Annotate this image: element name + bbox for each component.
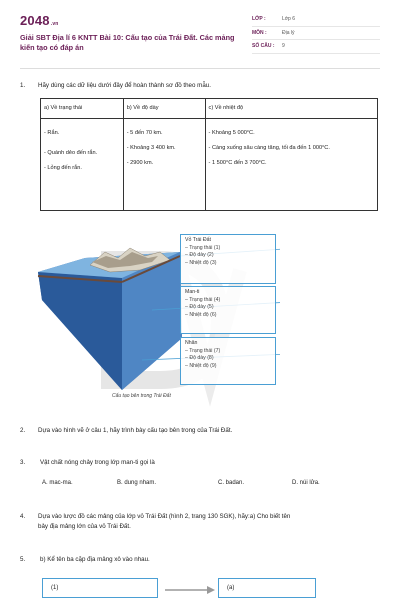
question-number: 5. [20,556,26,563]
logo-suffix: .vn [50,21,59,27]
callout-line: – Trạng thái (4) [185,296,221,303]
option-c[interactable]: C. badan. [218,480,245,486]
cell-line: - 1 500°C đến 3 700°C. [208,160,267,166]
question-number: 4. [20,513,26,520]
cell-line: - Khoảng 5 000°C. [208,130,255,136]
callout-line: – Nhiệt độ (3) [185,259,217,266]
question-text-line2: bảy địa mảng lớn của vỏ Trái Đất. [38,523,131,530]
logo-main: 2048 [20,13,50,28]
callout-title: Man-ti [185,289,200,295]
meta-row-subject [252,27,380,41]
flow-box-label: (1) [51,585,59,591]
table-cell-thickness [123,119,205,211]
cell-line: - Quánh dẻo đến rắn. [44,150,98,156]
callout-core [180,337,276,385]
meta-key: MÔN : [252,29,267,36]
callout-line: – Nhiệt độ (9) [185,362,217,369]
callout-title: Vỏ Trái Đất [185,237,211,243]
page-header [0,0,400,70]
question-text-line1: Dựa vào lược đồ các mảng của lớp vỏ Trái Đất (hình 2, trang 130 SGK), hãy:a) Cho biết tên [38,513,291,520]
answer-table [40,98,378,211]
meta-row-count [252,40,380,54]
question-text: Vật chất nóng chảy trong lớp man-ti gọi là [40,459,155,466]
table-header: c) Về nhiệt độ [205,99,377,119]
table-cell-state [41,119,124,211]
callout-line: – Độ dày (8) [185,355,214,361]
header-divider [20,68,380,69]
callout-title: Nhân [185,340,198,346]
table-cell-temperature [205,119,377,211]
question-text: Hãy dùng các dữ liệu dưới đây để hoàn thành sơ đồ theo mẫu. [38,82,211,89]
figure-caption: Cấu tạo bên trong Trái Đất [112,393,171,399]
option-d[interactable]: D. núi lửa. [292,480,320,486]
question-number: 1. [20,82,26,89]
option-a[interactable]: A. mac-ma. [42,480,73,486]
callout-line: – Trạng thái (7) [185,347,221,354]
cell-line: - 2900 km. [126,160,154,166]
question-text: Dựa vào hình vẽ ở câu 1, hãy trình bày cấu tạo bên trong của Trái Đất. [38,427,233,434]
flow-box-label: (a) [227,585,235,591]
cell-line: - Lỏng đến rắn. [44,165,82,171]
callout-line: – Độ dày (5) [185,304,214,310]
callout-line: – Trạng thái (1) [185,244,221,251]
cell-line: - Rắn. [44,130,60,136]
question-number: 3. [20,459,26,466]
arrow-right-icon [165,585,215,595]
page-title: Giải SBT Địa lí 6 KNTT Bài 10: Cấu tạo của Trái Đất. Các mảng kiến tạo có đáp án [20,33,235,52]
flow-box-left [42,578,158,598]
callout-line: – Độ dày (2) [185,252,214,258]
question-text: b) Kể tên ba cặp địa mảng xô vào nhau. [40,556,150,563]
callout-mantle [180,286,276,334]
flow-box-right [218,578,316,598]
meta-value: 9 [282,43,285,50]
meta-key: LỚP : [252,16,266,23]
table-header: a) Về trạng thái [41,99,124,119]
cell-line: - 5 đến 70 km. [126,130,163,136]
table-header: b) Về độ dày [123,99,205,119]
meta-row-class [252,13,380,27]
meta-key: SỐ CÂU : [252,43,275,50]
callout-crust [180,234,276,284]
meta-value: Lớp 6 [282,16,296,23]
cell-line: - Khoảng 3 400 km. [126,145,176,151]
callout-line: – Nhiệt độ (6) [185,311,217,318]
earth-structure-figure [30,230,280,410]
question-number: 2. [20,427,26,434]
meta-panel [252,13,380,54]
option-b[interactable]: B. dung nham. [117,480,157,486]
meta-value: Địa lý [282,29,295,36]
cell-line: - Càng xuống sâu càng tăng, tối đa đến 1 000°C. [208,145,330,151]
site-logo[interactable] [20,13,59,28]
